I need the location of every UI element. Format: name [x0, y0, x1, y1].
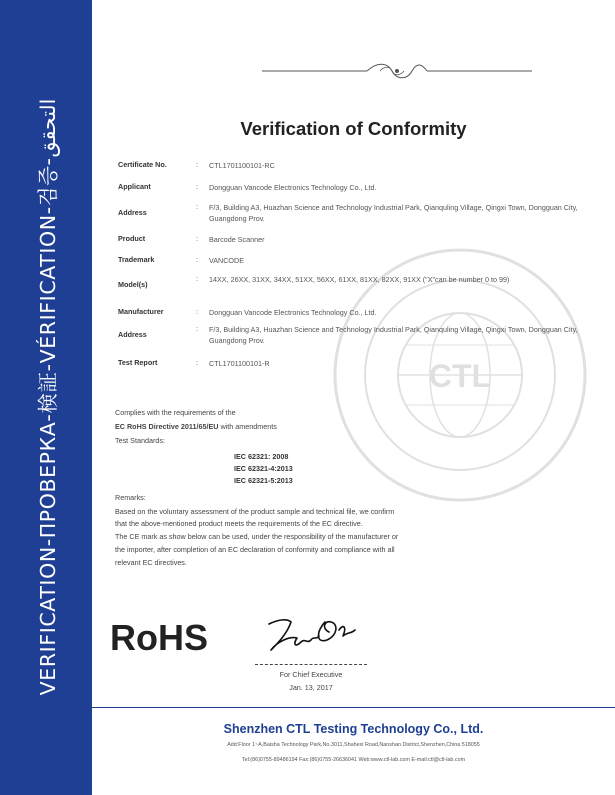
vertical-banner	[0, 0, 92, 795]
remarks-line: Based on the voluntary assessment of the product sample and technical file, we confirm	[115, 507, 395, 516]
field-value: CTL1701100101-R	[209, 359, 270, 368]
signature-role: For Chief Executive	[279, 670, 343, 679]
field-colon: :	[196, 202, 198, 211]
company-contact: Tel:(86)0755-89486194 Fax:(86)0755-26636041 Web:www.ctl-lab.com E-mail:ctl@ctl-lab.com	[241, 757, 466, 763]
remarks-line: relevant EC directives.	[115, 558, 187, 567]
field-label: Applicant	[118, 182, 151, 191]
field-label: Address	[118, 208, 147, 217]
rohs-mark: RoHS	[110, 617, 208, 658]
footer-divider	[92, 707, 615, 708]
signature-date: Jan. 13, 2017	[289, 683, 333, 692]
directive-name: EC RoHS Directive 2011/65/EU	[115, 422, 219, 431]
complies-intro: Complies with the requirements of the	[115, 408, 236, 417]
company-address: Add:Floor 1~A,Baisha Technology Park,No.3011,Shahexi Road,Nanshan District,Shenzhen,China 518055	[227, 742, 480, 748]
field-label: Model(s)	[118, 280, 148, 289]
directive-amendments: with amendments	[218, 422, 277, 431]
standard-item: IEC 62321-4:2013	[234, 464, 293, 473]
signature-line	[255, 664, 367, 665]
page-title: Verification of Conformity	[240, 118, 467, 139]
field-colon: :	[196, 160, 198, 169]
field-colon: :	[196, 358, 198, 367]
field-value: F/3, Building A3, Huazhan Science and Technology Industrial Park, Qianquling Village, Qingxi Town, Dongguan City, Guangdong Prov.	[209, 203, 578, 223]
field-colon: :	[196, 182, 198, 191]
remarks-line: the importer, after completion of an EC declaration of conformity and compliance with all	[115, 545, 395, 554]
banner-text: VERIFICATION-ПРОВЕРКА-検証-VÉRIFICATION-검증-التحقق	[36, 98, 60, 696]
test-standards-label: Test Standards:	[115, 436, 165, 445]
ornament-divider	[262, 62, 532, 80]
field-value: 14XX, 26XX, 31XX, 34XX, 51XX, 56XX, 61XX, 81XX, 82XX, 91XX ("X"can be number 0 to 99)	[209, 275, 510, 284]
field-label: Manufacturer	[118, 307, 164, 316]
company-name: Shenzhen CTL Testing Technology Co., Ltd.	[223, 722, 484, 736]
standard-item: IEC 62321: 2008	[234, 452, 289, 461]
remarks-line: The CE mark as show below can be used, under the responsibility of the manufacturer or	[115, 532, 399, 541]
field-value: Barcode Scanner	[209, 235, 265, 244]
field-colon: :	[196, 234, 198, 243]
handwritten-signature	[247, 610, 367, 658]
field-value: VANCODE	[209, 256, 245, 265]
remarks-line: that the above-mentioned product meets the requirements of the EC directive.	[115, 519, 363, 528]
field-colon: :	[196, 324, 198, 333]
field-label: Address	[118, 330, 147, 339]
certificate-page	[92, 0, 615, 795]
field-colon: :	[196, 307, 198, 316]
field-value: CTL1701100101-RC	[209, 161, 275, 170]
standard-item: IEC 62321-5:2013	[234, 476, 293, 485]
field-label: Product	[118, 234, 146, 243]
field-value: Dongguan Vancode Electronics Technology Co., Ltd.	[209, 183, 377, 192]
field-value: Dongguan Vancode Electronics Technology Co., Ltd.	[209, 308, 377, 317]
field-value: F/3, Building A3, Huazhan Science and Technology Industrial Park, Qianquling Village, Qingxi Town, Dongguan City, Guangdong Prov.	[209, 325, 578, 345]
field-label: Test Report	[118, 358, 158, 367]
seal-label: CTL	[428, 358, 492, 394]
field-colon: :	[196, 274, 198, 283]
directive-line	[115, 421, 277, 432]
remarks-label: Remarks:	[115, 493, 146, 502]
field-label: Trademark	[118, 255, 155, 264]
field-colon: :	[196, 255, 198, 264]
field-label: Certificate No.	[118, 160, 167, 169]
